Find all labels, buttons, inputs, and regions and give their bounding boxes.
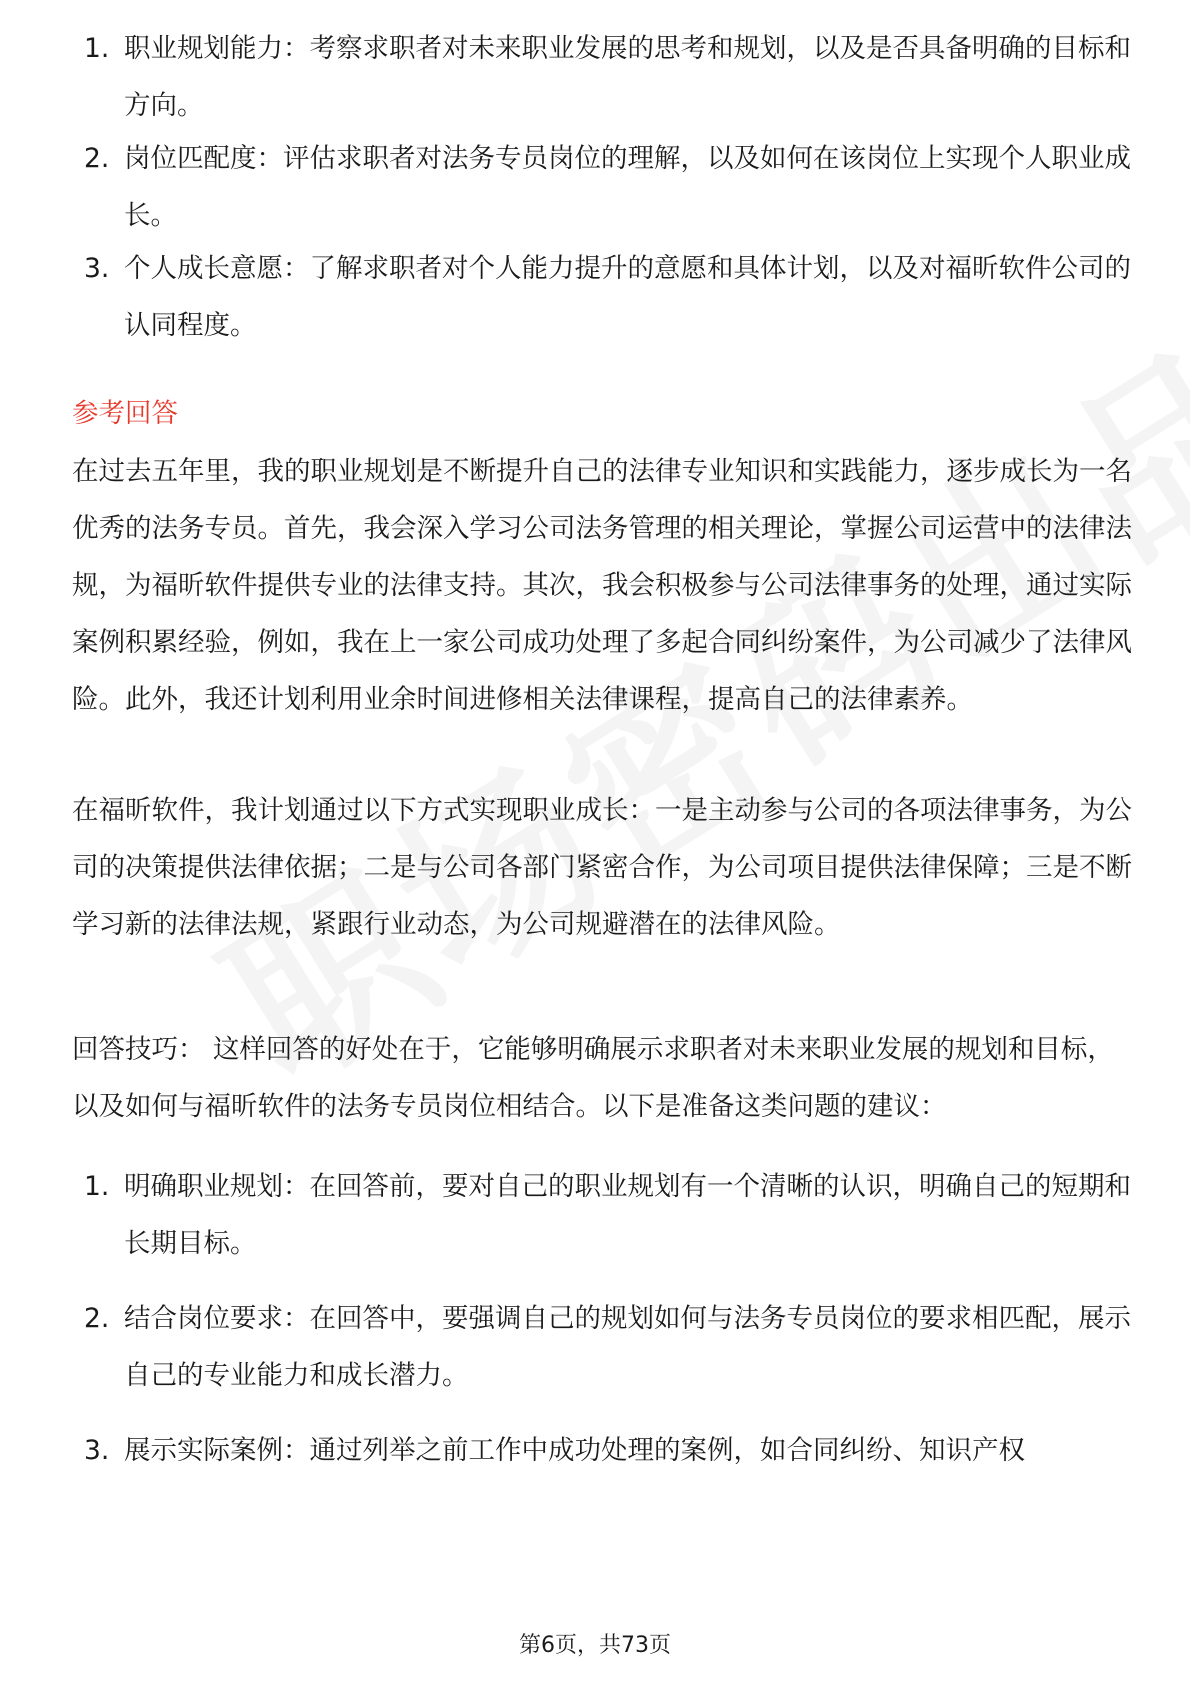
- list-text: 岗位匹配度：评估求职者对法务专员岗位的理解，以及如何在该岗位上实现个人职业成长。: [124, 143, 1131, 231]
- list-number: 1.: [84, 1171, 110, 1202]
- list-number: 2.: [84, 1303, 110, 1334]
- list-text: 个人成长意愿：了解求职者对个人能力提升的意愿和具体计划，以及对福昕软件公司的认同程度。: [124, 253, 1131, 341]
- answer-paragraph: 在过去五年里，我的职业规划是不断提升自己的法律专业知识和实践能力，逐步成长为一名优秀的法务专员。首先，我会深入学习公司法务管理的相关理论，掌握公司运营中的法律法规，为福昕软件提供专业的法律支持。其次，我会积极参与公司法律事务的处理，通过实际案例积累经验，例如，我在上一家公司成功处理了多起合同纠纷案件，为公司减少了法律风险。此外，我还计划利用业余时间进修相关法律课程，提高自己的法律素养。: [72, 456, 1132, 715]
- list-number: 1.: [84, 33, 110, 64]
- list-item: [84, 130, 1144, 244]
- list-item: [84, 20, 1144, 134]
- list-item: [84, 1290, 1144, 1404]
- list-text: 展示实际案例：通过列举之前工作中成功处理的案例，如合同纠纷、知识产权: [124, 1435, 1025, 1466]
- list-text: 结合岗位要求：在回答中，要强调自己的规划如何与法务专员岗位的要求相匹配，展示自己的专业能力和成长潜力。: [124, 1303, 1131, 1391]
- list-item: [84, 1158, 1144, 1272]
- answer-paragraph: 在福昕软件，我计划通过以下方式实现职业成长：一是主动参与公司的各项法律事务，为公司的决策提供法律依据；二是与公司各部门紧密合作，为公司项目提供法律保障；三是不断学习新的法律法规，紧跟行业动态，为公司规避潜在的法律风险。: [72, 795, 1132, 940]
- list-item: [84, 1422, 1144, 1479]
- list-text: 明确职业规划：在回答前，要对自己的职业规划有一个清晰的认识，明确自己的短期和长期目标。: [124, 1171, 1131, 1259]
- list-number: 3.: [84, 1435, 110, 1466]
- list-number: 3.: [84, 253, 110, 284]
- list-text: 职业规划能力：考察求职者对未来职业发展的思考和规划，以及是否具备明确的目标和方向。: [124, 33, 1131, 121]
- tips-intro-paragraph: 回答技巧： 这样回答的好处在于，它能够明确展示求职者对未来职业发展的规划和目标，以及如何与福昕软件的法务专员岗位相结合。以下是准备这类问题的建议：: [72, 1034, 1114, 1122]
- list-item: [84, 240, 1144, 354]
- section-heading: 参考回答: [72, 398, 178, 429]
- list-number: 2.: [84, 143, 110, 174]
- page-number-footer: 第6页，共73页: [519, 1633, 671, 1658]
